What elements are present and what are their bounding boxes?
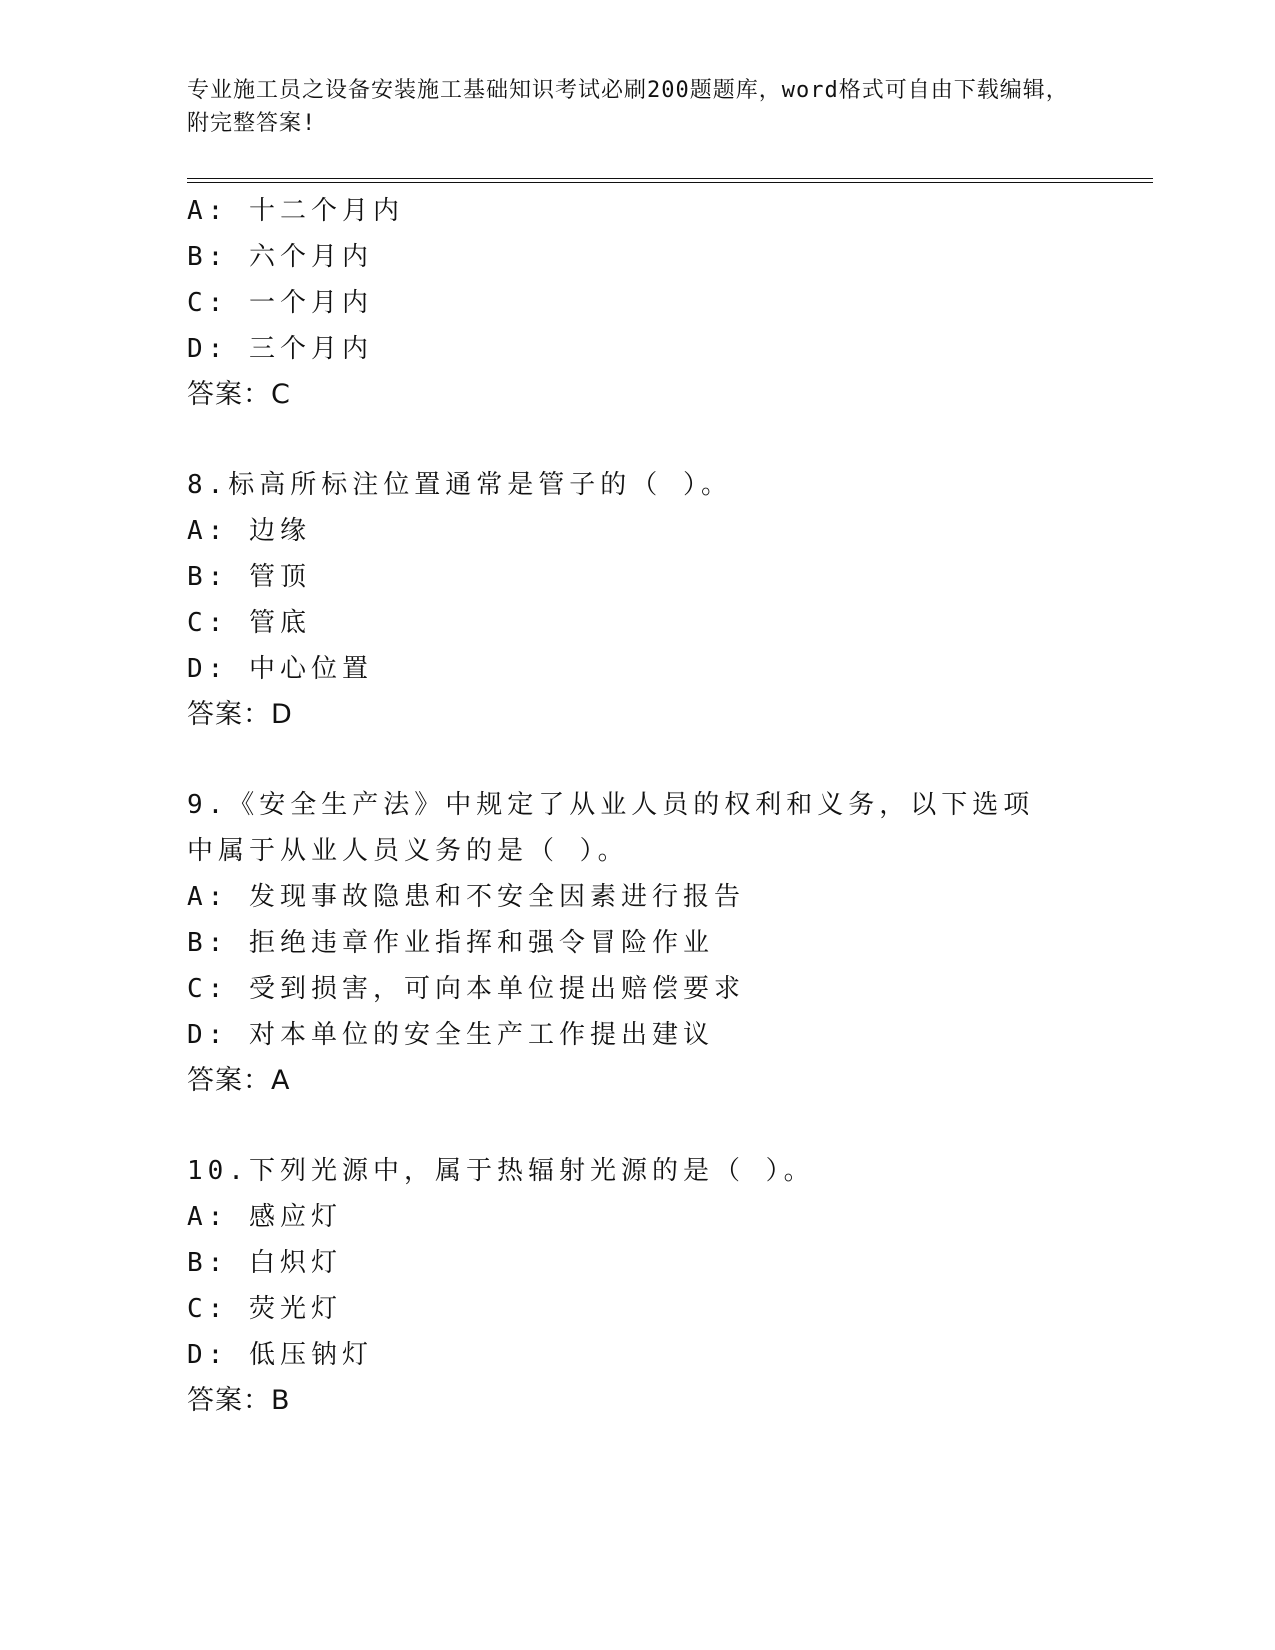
question-7-option-a: A: 十二个月内 (187, 196, 404, 226)
question-10-answer: 答案：B (187, 1385, 291, 1416)
question-list (187, 188, 1147, 1424)
question-10-option-d: D: 低压钠灯 (187, 1340, 373, 1370)
question-8-option-d: D: 中心位置 (187, 654, 373, 684)
question-9-option-a: A: 发现事故隐患和不安全因素进行报告 (187, 882, 745, 912)
question-7-option-c: C: 一个月内 (187, 288, 373, 318)
spacer (187, 418, 1147, 462)
question-8-option-a: A: 边缘 (187, 516, 311, 546)
question-8 (187, 462, 1147, 738)
question-10-text: 10.下列光源中，属于热辐射光源的是（ ）。 (187, 1156, 815, 1186)
question-10-option-b: B: 白炽灯 (187, 1248, 342, 1278)
question-10-option-a: A: 感应灯 (187, 1202, 342, 1232)
spacer (187, 1104, 1147, 1148)
question-7-answer: 答案：C (187, 379, 291, 410)
question-9-option-c: C: 受到损害，可向本单位提出赔偿要求 (187, 974, 745, 1004)
question-8-answer: 答案：D (187, 699, 293, 730)
question-8-text: 8.标高所标注位置通常是管子的（ ）。 (187, 470, 732, 500)
header-divider-top (187, 178, 1153, 179)
question-9-answer: 答案：A (187, 1065, 291, 1096)
question-10-option-c: C: 荧光灯 (187, 1294, 342, 1324)
question-7 (187, 188, 1147, 418)
question-8-option-b: B: 管顶 (187, 562, 311, 592)
question-9-option-d: D: 对本单位的安全生产工作提出建议 (187, 1020, 714, 1050)
question-10 (187, 1148, 1147, 1424)
question-9-option-b: B: 拒绝违章作业指挥和强令冒险作业 (187, 928, 714, 958)
question-9-text: 9.《安全生产法》中规定了从业人员的权利和义务，以下选项中属于从业人员义务的是（ ）。 (187, 790, 1035, 866)
question-8-option-c: C: 管底 (187, 608, 311, 638)
header-divider-bottom (187, 182, 1153, 183)
question-7-option-b: B: 六个月内 (187, 242, 373, 272)
question-7-option-d: D: 三个月内 (187, 334, 373, 364)
document-header: 专业施工员之设备安装施工基础知识考试必刷200题题库，word格式可自由下载编辑，附完整答案! (187, 78, 1069, 136)
spacer (187, 738, 1147, 782)
question-9 (187, 782, 1147, 1104)
